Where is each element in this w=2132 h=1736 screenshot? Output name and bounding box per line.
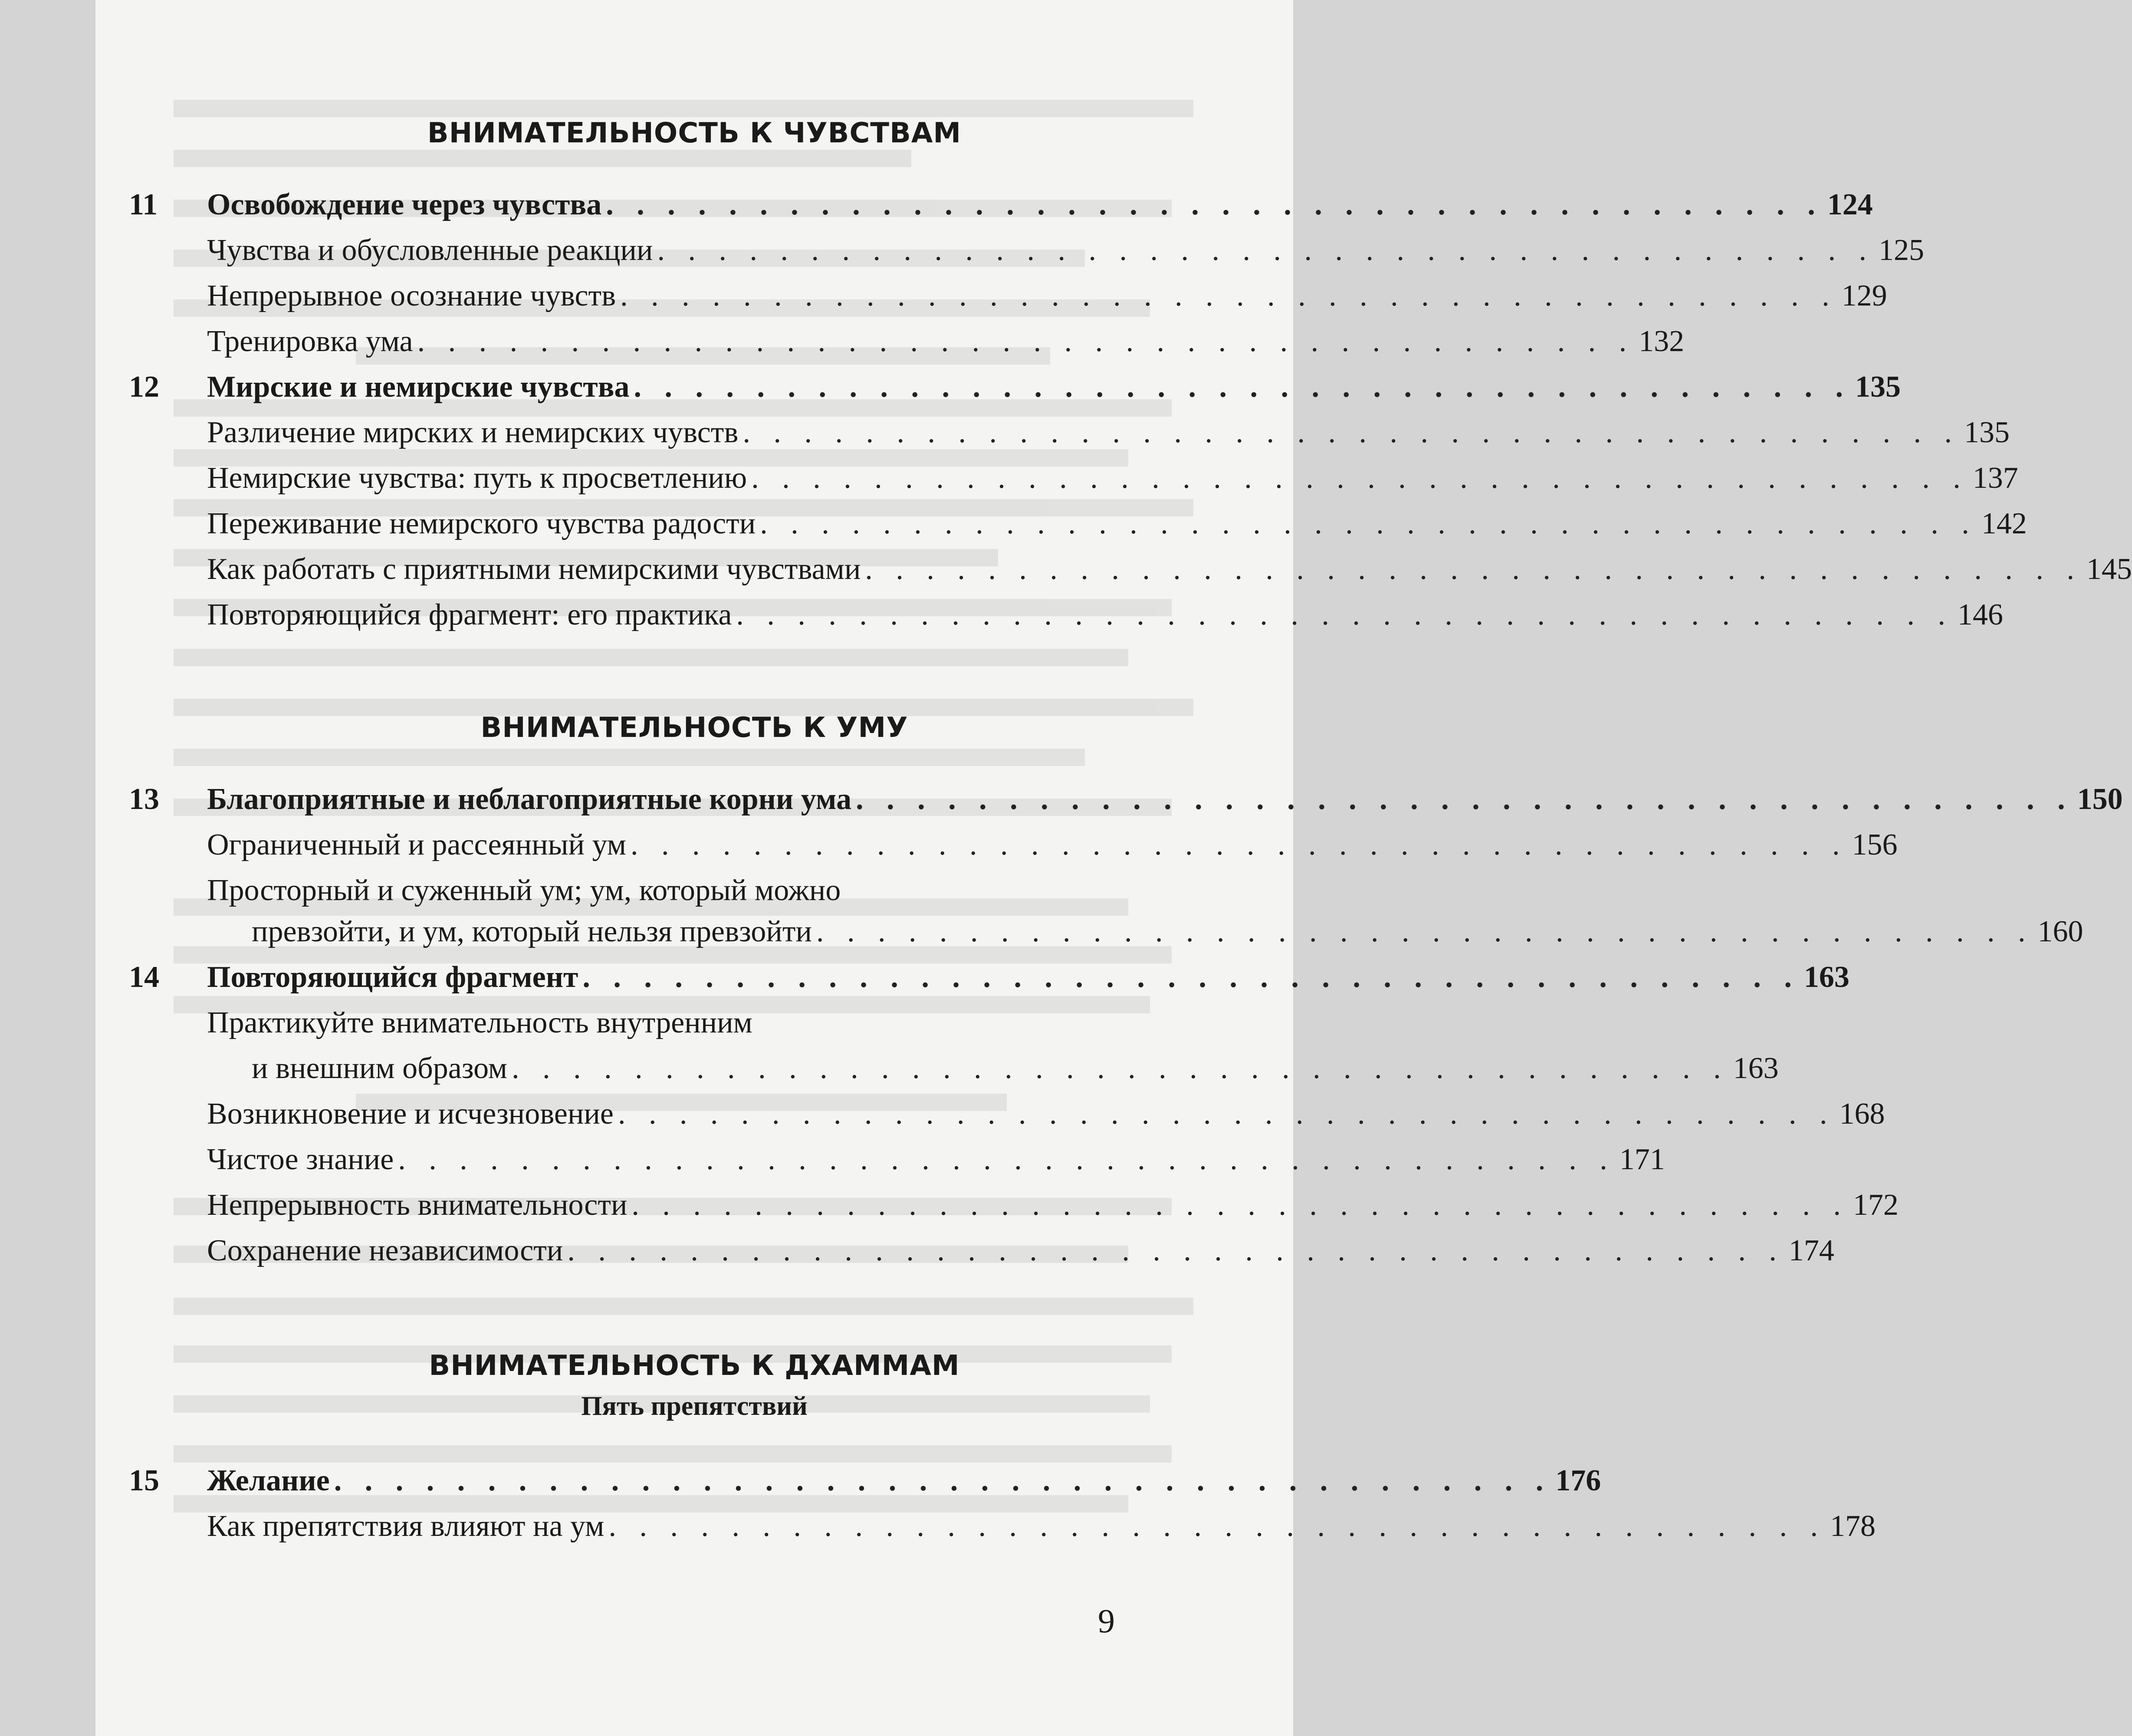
entry-title-line1[interactable]: Практикуйте внимательность внутренним [207,1006,752,1039]
page-number: 124 [1827,188,1873,221]
entry-title: Различение мирских и немирских чувств [207,416,739,449]
toc-entry[interactable] [207,1097,1885,1131]
entry-title: Ограниченный и рассеянный ум [207,828,627,861]
entry-title: Возникновение и исчезновение [207,1097,614,1131]
page-number: 178 [1830,1509,1876,1543]
entry-title: Чувства и обусловленные реакции [207,233,653,267]
page-number: 142 [1981,507,2027,540]
page-number: 171 [1619,1143,1665,1176]
entry-title-line1[interactable]: Просторный и суженный ум; ум, который можно [207,874,841,907]
dot-leader: . . . . . . . . . . . . . . . . . . . . . . . . . . . . . . . . . . . . . . . . [865,552,2082,586]
page-number: 168 [1839,1097,1885,1131]
page-number: 135 [1964,416,2010,449]
toc-entry-chapter-13[interactable] [129,782,2123,817]
toc-entry[interactable] [207,1233,1834,1268]
section-heading-mind: ВНИМАТЕЛЬНОСТЬ К УМУ [480,712,908,744]
page-number: 145 [2086,552,2132,586]
page-number: 163 [1733,1052,1779,1085]
page-number: 176 [1555,1464,1601,1497]
toc-entry-chapter-12[interactable] [129,370,1901,404]
chapter-number: 14 [129,960,159,994]
entry-title: Чистое знание [207,1143,394,1176]
dot-leader: . . . . . . . . . . . . . . . . . . . . . . . . . . . . . . . . . . . . . . . . [816,915,2033,948]
toc-entry[interactable] [207,415,2010,450]
dot-leader: . . . . . . . . . . . . . . . . . . . . . . . . . . . . . . . . . . . . . . . . [620,279,1837,312]
section-heading-senses: ВНИМАТЕЛЬНОСТЬ К ЧУВСТВАМ [427,117,962,149]
dot-leader: . . . . . . . . . . . . . . . . . . . . . . . . . . . . . . . . . . . . . . . . [334,1464,1551,1497]
dot-leader: . . . . . . . . . . . . . . . . . . . . . . . . . . . . . . . . . . . . . . . . [751,461,1968,495]
toc-entry[interactable] [252,914,2083,949]
toc-entry-chapter-11[interactable] [129,187,1873,222]
page-number: 125 [1878,233,1924,267]
page-number: 137 [1972,461,2018,495]
entry-title: Как препятствия влияют на ум [207,1509,604,1543]
page-number: 160 [2037,915,2083,948]
entry-title: Немирские чувства: путь к просветлению [207,461,747,495]
entry-title: Непрерывность внимательности [207,1188,627,1222]
toc-entry[interactable] [207,1509,1876,1544]
dot-leader: . . . . . . . . . . . . . . . . . . . . . . . . . . . . . . . . . . . . . . . . [631,828,1848,861]
page-number: 129 [1841,279,1887,312]
entry-title: Благоприятные и неблагоприятные корни ума [207,783,852,816]
entry-title: Повторяющийся фрагмент [207,960,578,994]
page-number: 172 [1853,1188,1899,1222]
chapter-number: 13 [129,783,159,816]
page-number: 135 [1855,370,1901,404]
entry-title: Повторяющийся фрагмент: его практика [207,598,732,631]
section-heading-dhammas: ВНИМАТЕЛЬНОСТЬ К ДХАММАМ [429,1350,960,1382]
chapter-number: 11 [129,188,158,221]
entry-title-line2: превзойти, и ум, который нельзя превзойти [252,915,812,948]
toc-entry[interactable] [207,461,2018,496]
dot-leader: . . . . . . . . . . . . . . . . . . . . . . . . . . . . . . . . . . . . . . . . [606,188,1823,221]
dot-leader: . . . . . . . . . . . . . . . . . . . . . . . . . . . . . . . . . . . . . . . . [760,507,1977,540]
entry-title: Сохранение независимости [207,1234,563,1267]
book-page [95,0,2132,1736]
page-number: 163 [1803,960,1849,994]
toc-entry[interactable] [207,552,2132,587]
entry-title: Освобождение через чувства [207,188,602,221]
dot-leader: . . . . . . . . . . . . . . . . . . . . . . . . . . . . . . . . . . . . . . . . [634,370,1851,404]
chapter-number: 15 [129,1464,159,1497]
page-folio: 9 [1098,1602,1115,1640]
toc-entry-chapter-15[interactable] [129,1463,1601,1498]
chapter-number: 12 [129,370,159,404]
dot-leader: . . . . . . . . . . . . . . . . . . . . . . . . . . . . . . . . . . . . . . . . [631,1188,1849,1222]
entry-title: Тренировка ума [207,325,413,358]
entry-title: Непрерывное осознание чувств [207,279,616,312]
page-number: 150 [2077,783,2123,816]
dot-leader: . . . . . . . . . . . . . . . . . . . . . . . . . . . . . . . . . . . . . . . . [736,598,1953,631]
toc-entry[interactable] [207,324,1685,359]
toc-entry[interactable] [207,233,1924,268]
dot-leader: . . . . . . . . . . . . . . . . . . . . . . . . . . . . . . . . . . . . . . . . [608,1509,1826,1543]
toc-entry[interactable] [207,506,2027,541]
toc-entry-chapter-14[interactable] [129,960,1849,995]
page-number: 132 [1639,325,1685,358]
entry-title-line2: и внешним образом [252,1052,508,1085]
dot-leader: . . . . . . . . . . . . . . . . . . . . . . . . . . . . . . . . . . . . . . . . [567,1234,1784,1267]
page-number: 174 [1788,1234,1834,1267]
dot-leader: . . . . . . . . . . . . . . . . . . . . . . . . . . . . . . . . . . . . . . . . [417,325,1635,358]
toc-entry[interactable] [207,1188,1899,1223]
dot-leader: . . . . . . . . . . . . . . . . . . . . . . . . . . . . . . . . . . . . . . . . [618,1097,1835,1131]
entry-title: Желание [207,1464,330,1497]
dot-leader: . . . . . . . . . . . . . . . . . . . . . . . . . . . . . . . . . . . . . . . . [582,960,1800,994]
page-number: 156 [1852,828,1898,861]
entry-title: Мирские и немирские чувства [207,370,630,404]
dot-leader: . . . . . . . . . . . . . . . . . . . . . . . . . . . . . . . . . . . . . . . . [398,1143,1615,1176]
entry-title: Как работать с приятными немирскими чувствами [207,552,861,586]
dot-leader: . . . . . . . . . . . . . . . . . . . . . . . . . . . . . . . . . . . . . . . . [856,783,2073,816]
toc-entry[interactable] [207,279,1887,313]
dot-leader: . . . . . . . . . . . . . . . . . . . . . . . . . . . . . . . . . . . . . . . . [512,1052,1729,1085]
toc-entry[interactable] [252,1051,1779,1086]
entry-title: Переживание немирского чувства радости [207,507,756,540]
toc-entry[interactable] [207,828,1898,862]
section-subheading: Пять препятствий [581,1391,808,1421]
toc-entry[interactable] [207,598,2003,632]
page-number: 146 [1957,598,2003,631]
toc-entry[interactable] [207,1142,1665,1177]
dot-leader: . . . . . . . . . . . . . . . . . . . . . . . . . . . . . . . . . . . . . . . . [742,416,1960,449]
dot-leader: . . . . . . . . . . . . . . . . . . . . . . . . . . . . . . . . . . . . . . . . [657,233,1874,267]
